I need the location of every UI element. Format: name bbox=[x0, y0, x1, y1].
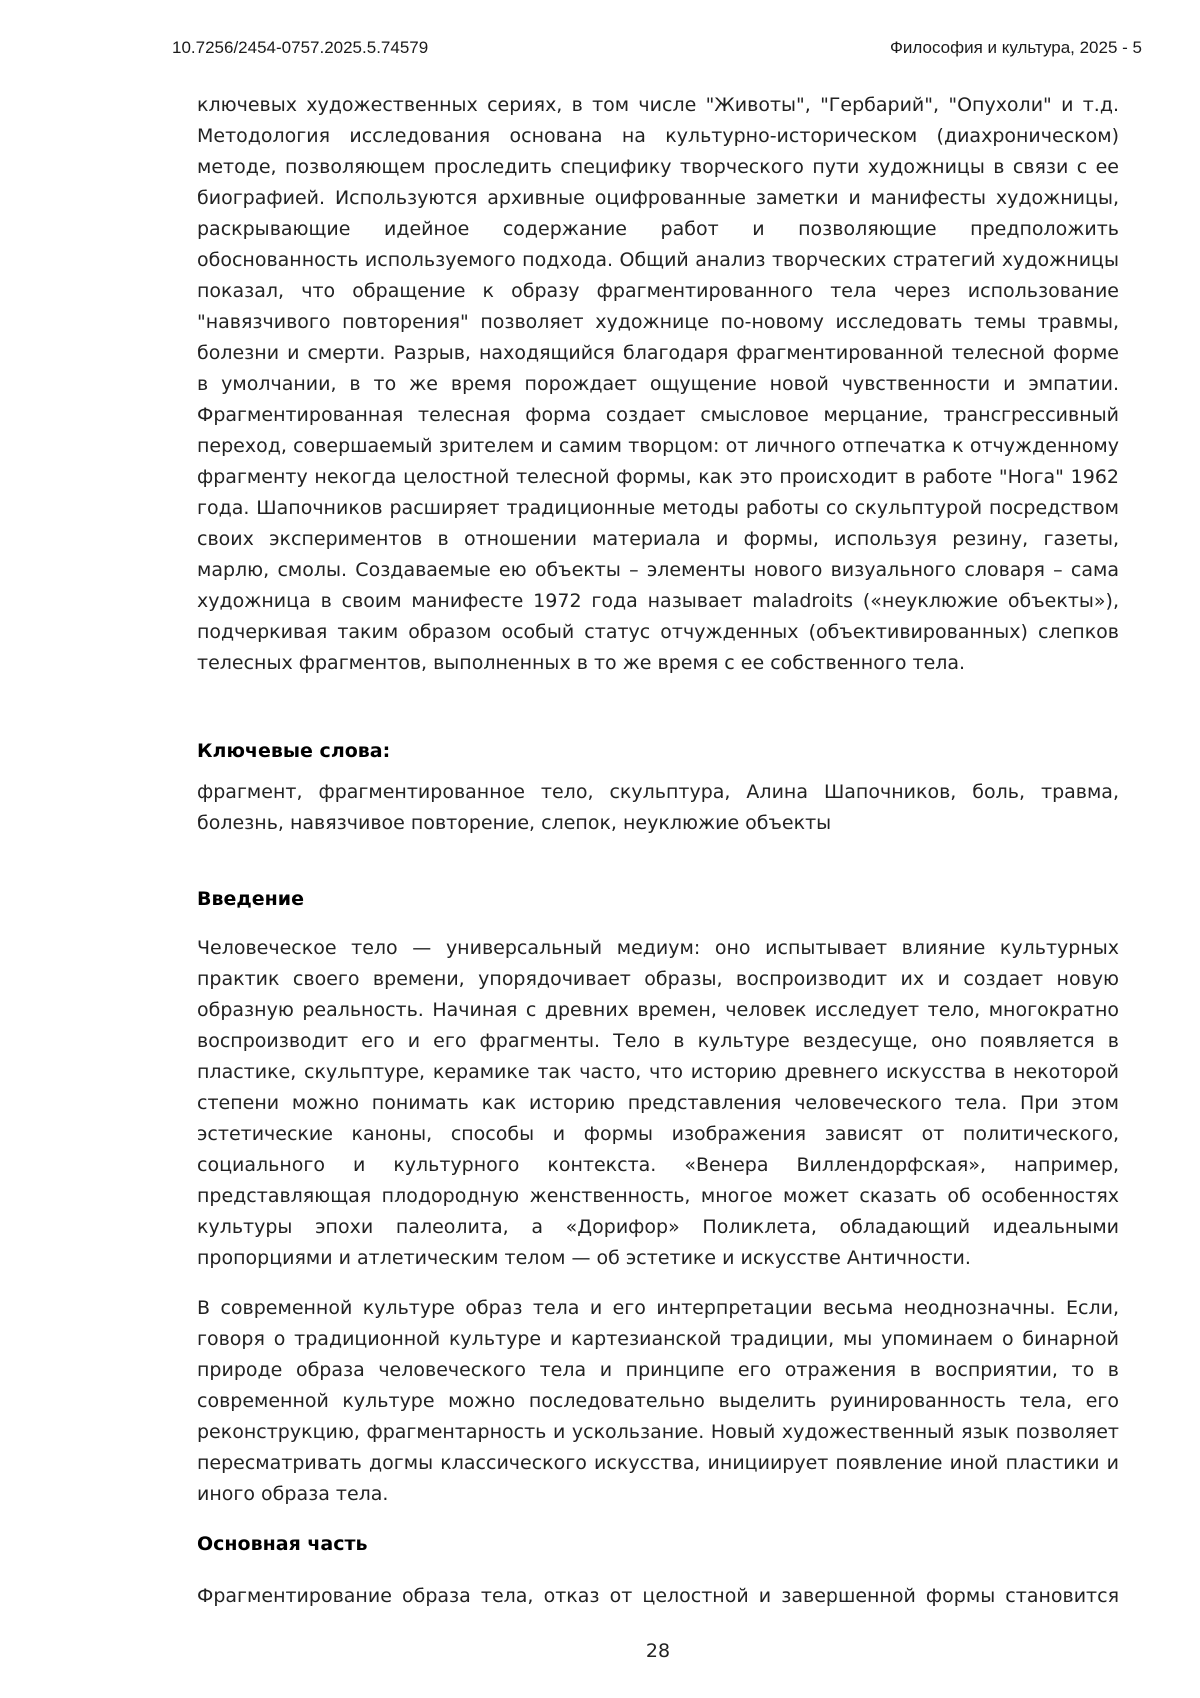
text-line: подчеркивая таким образом особый статус отчужденных (объективированных) слепков bbox=[197, 621, 1119, 643]
text-line: в умолчании, в то же время порождает ощущение новой чувственности и эмпатии. bbox=[197, 373, 1119, 395]
keywords-heading: Ключевые слова: bbox=[197, 740, 391, 762]
introduction-paragraph-1 bbox=[197, 933, 1119, 1274]
abstract-paragraph bbox=[197, 90, 1119, 679]
article-content bbox=[197, 90, 1119, 1612]
text-line: показал, что обращение к образу фрагментированного тела через использование bbox=[197, 280, 1119, 302]
text-line: переход, совершаемый зрителем и самим творцом: от личного отпечатка к отчужденному bbox=[197, 435, 1119, 457]
text-line: пересматривать догмы классического искусства, инициирует появление иной пластики и bbox=[197, 1452, 1119, 1474]
text-line: болезни и смерти. Разрыв, находящийся благодаря фрагментированной телесной форме bbox=[197, 342, 1119, 364]
text-line: Фрагментирование образа тела, отказ от целостной и завершенной формы становится bbox=[197, 1585, 1119, 1607]
text-line: современной культуре можно последовательно выделить руинированность тела, его bbox=[197, 1390, 1119, 1412]
text-line: методе, позволяющем проследить специфику творческого пути художницы в связи с ее bbox=[197, 156, 1119, 178]
text-line: Методология исследования основана на культурно-историческом (диахроническом) bbox=[197, 125, 1119, 147]
text-line: биографией. Используются архивные оцифрованные заметки и манифесты художницы, bbox=[197, 187, 1119, 209]
text-line: фрагменту некогда целостной телесной формы, как это происходит в работе "Нога" 1962 bbox=[197, 466, 1119, 488]
text-line: практик своего времени, упорядочивает образы, воспроизводит их и создает новую bbox=[197, 968, 1119, 990]
text-line: эстетические каноны, способы и формы изображения зависят от политического, bbox=[197, 1123, 1119, 1145]
text-line: Фрагментированная телесная форма создает смысловое мерцание, трансгрессивный bbox=[197, 404, 1119, 426]
text-line: пластике, скульптуре, керамике так часто, что историю древнего искусства в некоторой bbox=[197, 1061, 1119, 1083]
text-line: пропорциями и атлетическим телом — об эстетике и искусстве Античности. bbox=[197, 1247, 971, 1269]
text-line: культуры эпохи палеолита, а «Дорифор» Поликлета, обладающий идеальными bbox=[197, 1216, 1119, 1238]
text-line: года. Шапочников расширяет традиционные методы работы со скульптурой посредством bbox=[197, 497, 1119, 519]
main-part-paragraph bbox=[197, 1581, 1119, 1612]
text-line: фрагмент, фрагментированное тело, скульптура, Алина Шапочников, боль, травма, bbox=[197, 781, 1119, 803]
text-line: воспроизводит его и его фрагменты. Тело в культуре вездесуще, оно появляется в bbox=[197, 1030, 1119, 1052]
text-line: социального и культурного контекста. «Венера Виллендорфская», например, bbox=[197, 1154, 1119, 1176]
text-line: Человеческое тело — универсальный медиум: оно испытывает влияние культурных bbox=[197, 937, 1119, 959]
text-line: образную реальность. Начиная с древних времен, человек исследует тело, многократно bbox=[197, 999, 1119, 1021]
page-number: 28 bbox=[645, 1640, 671, 1662]
text-line: своих экспериментов в отношении материала и формы, используя резину, газеты, bbox=[197, 528, 1119, 550]
text-line: степени можно понимать как историю представления человеческого тела. При этом bbox=[197, 1092, 1119, 1114]
text-line: иного образа тела. bbox=[197, 1483, 389, 1505]
text-line: "навязчивого повторения" позволяет художнице по-новому исследовать темы травмы, bbox=[197, 311, 1119, 333]
header-journal-title: Философия и культура, 2025 - 5 bbox=[890, 38, 1142, 57]
header-doi: 10.7256/2454-0757.2025.5.74579 bbox=[172, 38, 429, 57]
text-line: обоснованность используемого подхода. Общий анализ творческих стратегий художницы bbox=[197, 249, 1119, 271]
introduction-paragraph-2 bbox=[197, 1293, 1119, 1510]
text-line: марлю, смолы. Создаваемые ею объекты – элементы нового визуального словаря – сама bbox=[197, 559, 1119, 581]
text-line: болезнь, навязчивое повторение, слепок, неуклюжие объекты bbox=[197, 812, 832, 834]
main-part-heading: Основная часть bbox=[197, 1533, 368, 1555]
text-line: говоря о традиционной культуре и картезианской традиции, мы упоминаем о бинарной bbox=[197, 1328, 1119, 1350]
page-header bbox=[0, 0, 1200, 58]
text-line: природе образа человеческого тела и принципе его отражения в восприятии, то в bbox=[197, 1359, 1119, 1381]
keywords-text bbox=[197, 777, 1119, 839]
text-line: реконструкцию, фрагментарность и ускользание. Новый художественный язык позволяет bbox=[197, 1421, 1119, 1443]
introduction-heading: Введение bbox=[197, 888, 304, 910]
text-line: телесных фрагментов, выполненных в то же время с ее собственного тела. bbox=[197, 652, 966, 674]
text-line: представляющая плодородную женственность, многое может сказать об особенностях bbox=[197, 1185, 1119, 1207]
text-line: ключевых художественных сериях, в том числе "Животы", "Гербарий", "Опухоли" и т.д. bbox=[197, 94, 1119, 116]
text-line: раскрывающие идейное содержание работ и позволяющие предположить bbox=[197, 218, 1119, 240]
text-line: художница в своим манифесте 1972 года называет maladroits («неуклюжие объекты»), bbox=[197, 590, 1119, 612]
text-line: В современной культуре образ тела и его интерпретации весьма неоднозначны. Если, bbox=[197, 1297, 1119, 1319]
